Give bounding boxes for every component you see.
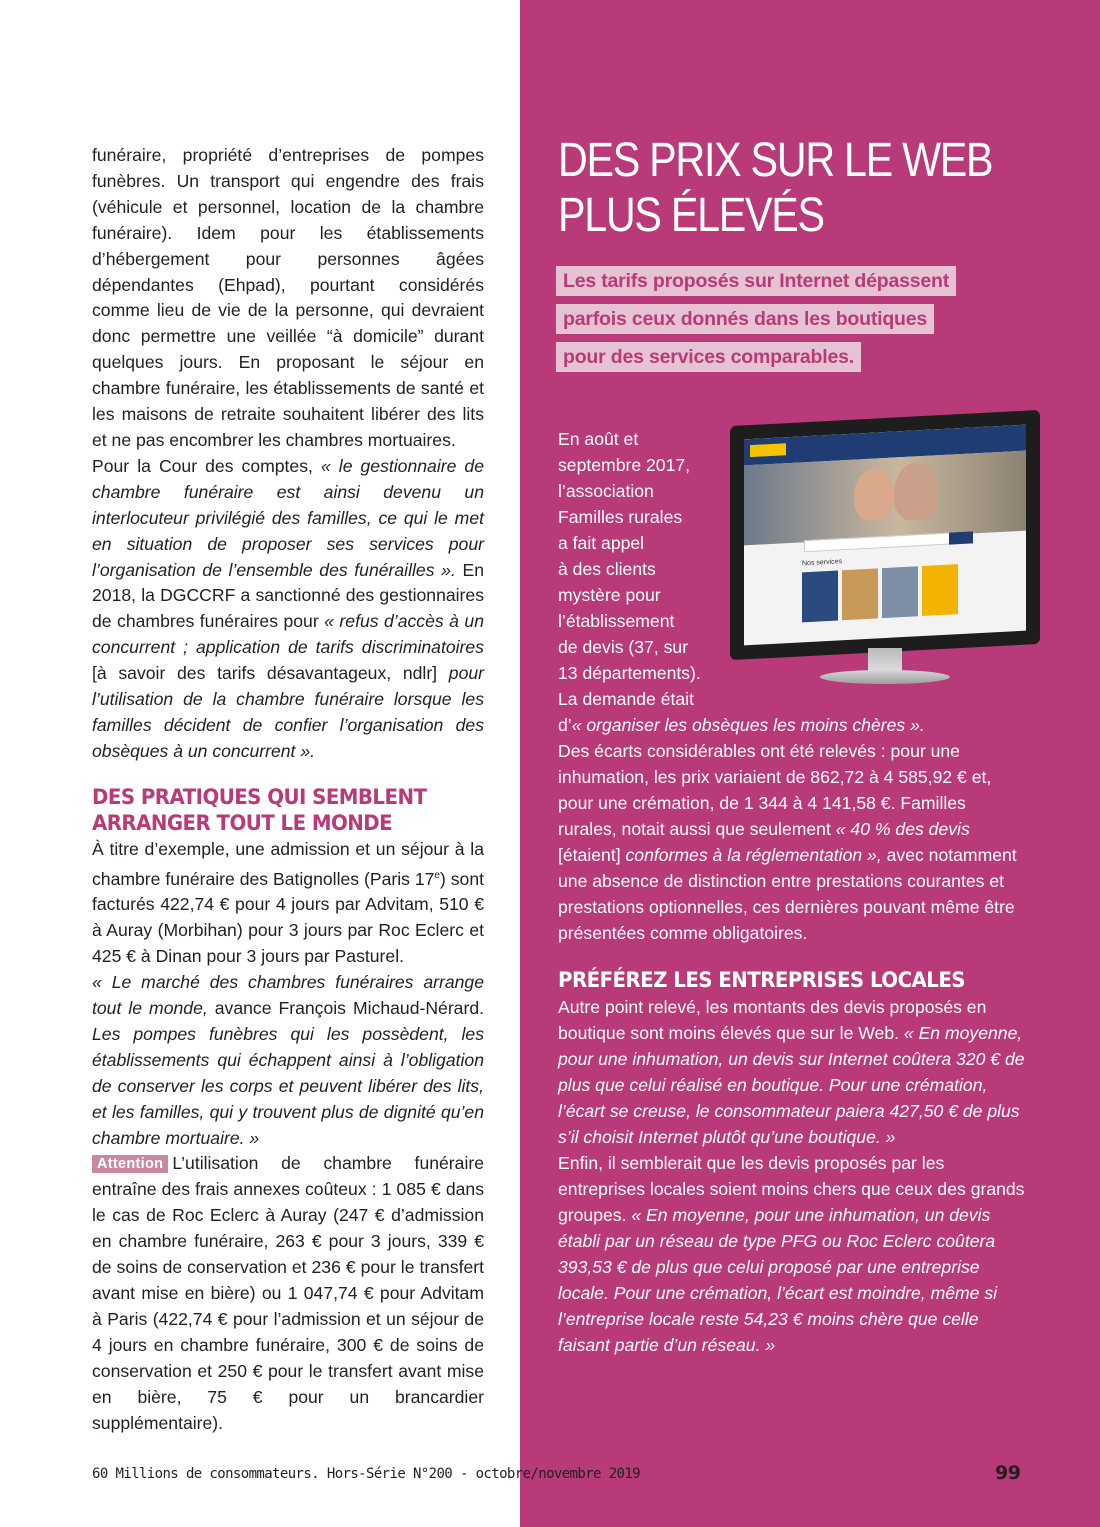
text-run: Autre point relevé, les montants des devis proposés en boutique sont moins élevés que sur le Web. (558, 997, 987, 1043)
quote-run: « refus d’accès à un concurrent ; application de tarifs discriminatoires (92, 611, 484, 658)
left-column (92, 143, 484, 1436)
text-run: ) sont facturés 422,74 € pour 4 jours par Advitam, 510 € à Auray (Morbihan) pour 3 jours par Roc Eclerc et 425 € à Dinan pour 3 jours par Pasturel. (92, 868, 484, 967)
quote-run: Les pompes funèbres qui les possèdent, les établissements qui échappent ainsi à l’obligation de conserver les corps et peuvent libérer des lits, et les familles, qui y trouvent plus de dignité qu’en chambre mortuaire. » (92, 1023, 484, 1148)
quote-run: « organiser les obsèques les moins chères ». (571, 715, 925, 735)
text-run: Des écarts considérables ont été relevés : pour une inhumation, les prix variaient de 862,72 à 4 585,92 € et, pour une crémation, de 1 344 à 4 141,58 €. Familles rurales, notait aussi que seulement (558, 741, 992, 839)
intro-line: mystère pour (558, 585, 661, 605)
text-run: [à savoir des tarifs désavantageux, ndlr] (92, 663, 449, 684)
page-number: 99 (995, 1462, 1021, 1484)
left-paragraph-5 (92, 1151, 484, 1436)
intro-line: a fait appel (558, 533, 645, 553)
text-run: avance François Michaud-Nérard. (207, 998, 485, 1019)
site-section-label: Nos services (802, 558, 843, 568)
text-run: Enfin, il semblerait que les devis proposés par les entreprises locales soient moins chers que ceux des grands groupes. (558, 1153, 1025, 1225)
text-run: En 2018, la DGCCRF a sanctionné des gestionnaires de chambres funéraires pour (92, 559, 484, 632)
quote-run: conformes à la réglementation », (625, 845, 882, 865)
heading-line: ARRANGER TOUT LE MONDE (92, 810, 393, 836)
lead-line: parfois ceux donnés dans les boutiques (556, 304, 934, 334)
intro-line: Familles rurales (558, 507, 683, 527)
quote-run: « En moyenne, pour une inhumation, un devis sur Internet coûtera 320 € de plus que celui réalisé en boutique. Pour une crémation, l’écart se creuse, le consommateur paiera 427,50 € de plus s’il choisit Internet plutôt qu’une boutique. » (558, 1023, 1025, 1147)
right-paragraph-3 (558, 1150, 1028, 1358)
lead-line: pour des services comparables. (556, 342, 861, 372)
intro-line: 13 départements). (558, 663, 701, 683)
intro-line: de devis (37, sur (558, 637, 689, 657)
right-section-heading: PRÉFÉREZ LES ENTREPRISES LOCALES (558, 968, 965, 993)
left-paragraph-3 (92, 837, 484, 970)
title-line: PLUS ÉLEVÉS (558, 189, 824, 242)
right-column (558, 426, 1028, 1358)
intro-line: l’établissement (558, 611, 675, 631)
right-paragraph-2 (558, 994, 1028, 1150)
right-paragraph-1 (558, 712, 1028, 946)
page-title (558, 133, 992, 243)
lead-line: Les tarifs proposés sur Internet dépassent (556, 266, 956, 296)
text-run: À titre d’exemple, une admission et un séjour à la chambre funéraire des Batignolles (Paris 17 (92, 838, 484, 889)
title-line: DES PRIX SUR LE WEB (558, 134, 993, 187)
wrapped-intro (558, 426, 733, 712)
lead-block (556, 266, 996, 380)
text-run: Pour la Cour des comptes, (92, 455, 321, 476)
text-run: d’ (558, 715, 572, 735)
footer-credit: 60 Millions de consommateurs. Hors-Série N°200 - octobre/novembre 2019 (92, 1466, 641, 1482)
left-paragraph-2 (92, 454, 484, 765)
left-section-heading (92, 785, 453, 837)
text-run: L’utilisation de chambre funéraire entraîne des frais annexes coûteux : 1 085 € dans le cas de Roc Eclerc à Auray (247 € d’admission en chambre funéraire, 263 € pour 3 jours, 339 € de soins de conservation et 236 € pour le transfert avant mise en bière) ou 1 047,74 € pour Advitam à Paris (422,74 € pour l’admission et un séjour de 4 jours en chambre funéraire, 300 € de soins de conservation et 250 € pour le transfert avant mise en bière, 75 € pour un brancardier supplémentaire). (92, 1153, 484, 1433)
text-run: avec notamment une absence de distinction entre prestations courantes et prestations optionnelles, ces dernières pouvant même être présentées comme obligatoires. (558, 845, 1017, 943)
quote-run: « Le marché des chambres funéraires arrange tout le monde, (92, 972, 484, 1019)
text-run: [étaient] (558, 845, 626, 865)
quote-run: « 40 % des devis (835, 819, 970, 839)
heading-line: DES PRATIQUES QUI SEMBLENT (92, 784, 427, 810)
quote-run: « le gestionnaire de chambre funéraire est ainsi devenu un interlocuteur privilégié des familles, ce qui le met en situation de proposer ses services pour l’organisation de l’ensemble des funérailles ». (92, 455, 484, 580)
left-paragraph-4 (92, 970, 484, 1151)
superscript: e (434, 869, 440, 881)
quote-run: pour l’utilisation de la chambre funéraire lorsque les familles décident de confier l’organisation des obsèques à un concurrent ». (92, 663, 484, 761)
attention-badge: Attention (92, 1155, 168, 1173)
intro-line: septembre 2017, (558, 455, 691, 475)
intro-line: à des clients (558, 559, 656, 579)
quote-run: « En moyenne, pour une inhumation, un devis établi par un réseau de type PFG ou Roc Eclerc coûtera 393,53 € de plus que celui proposé par une entreprise locale. Pour une crémation, l’écart est moindre, même si l’entreprise locale reste 54,23 € moins chère que celle faisant partie d’un réseau. » (558, 1205, 998, 1355)
intro-line: La demande était (558, 689, 694, 709)
intro-line: l’association (558, 481, 654, 501)
intro-line: En août et (558, 429, 639, 449)
left-paragraph-1: funéraire, propriété d’entreprises de pompes funèbres. Un transport qui engendre des frais (véhicule et personnel, location de la chambre funéraire). Idem pour les établissements d’hébergement pour personnes âgées dépendantes (Ehpad), pourtant considérés comme lieu de vie de la personne, qui devraient donc permettre une veillée “à domicile” durant quelques jours. En proposant le séjour en chambre funéraire, les établissements de santé et les maisons de retraite souhaitent libérer des lits et ne pas encombrer les chambres mortuaires. (92, 145, 484, 450)
